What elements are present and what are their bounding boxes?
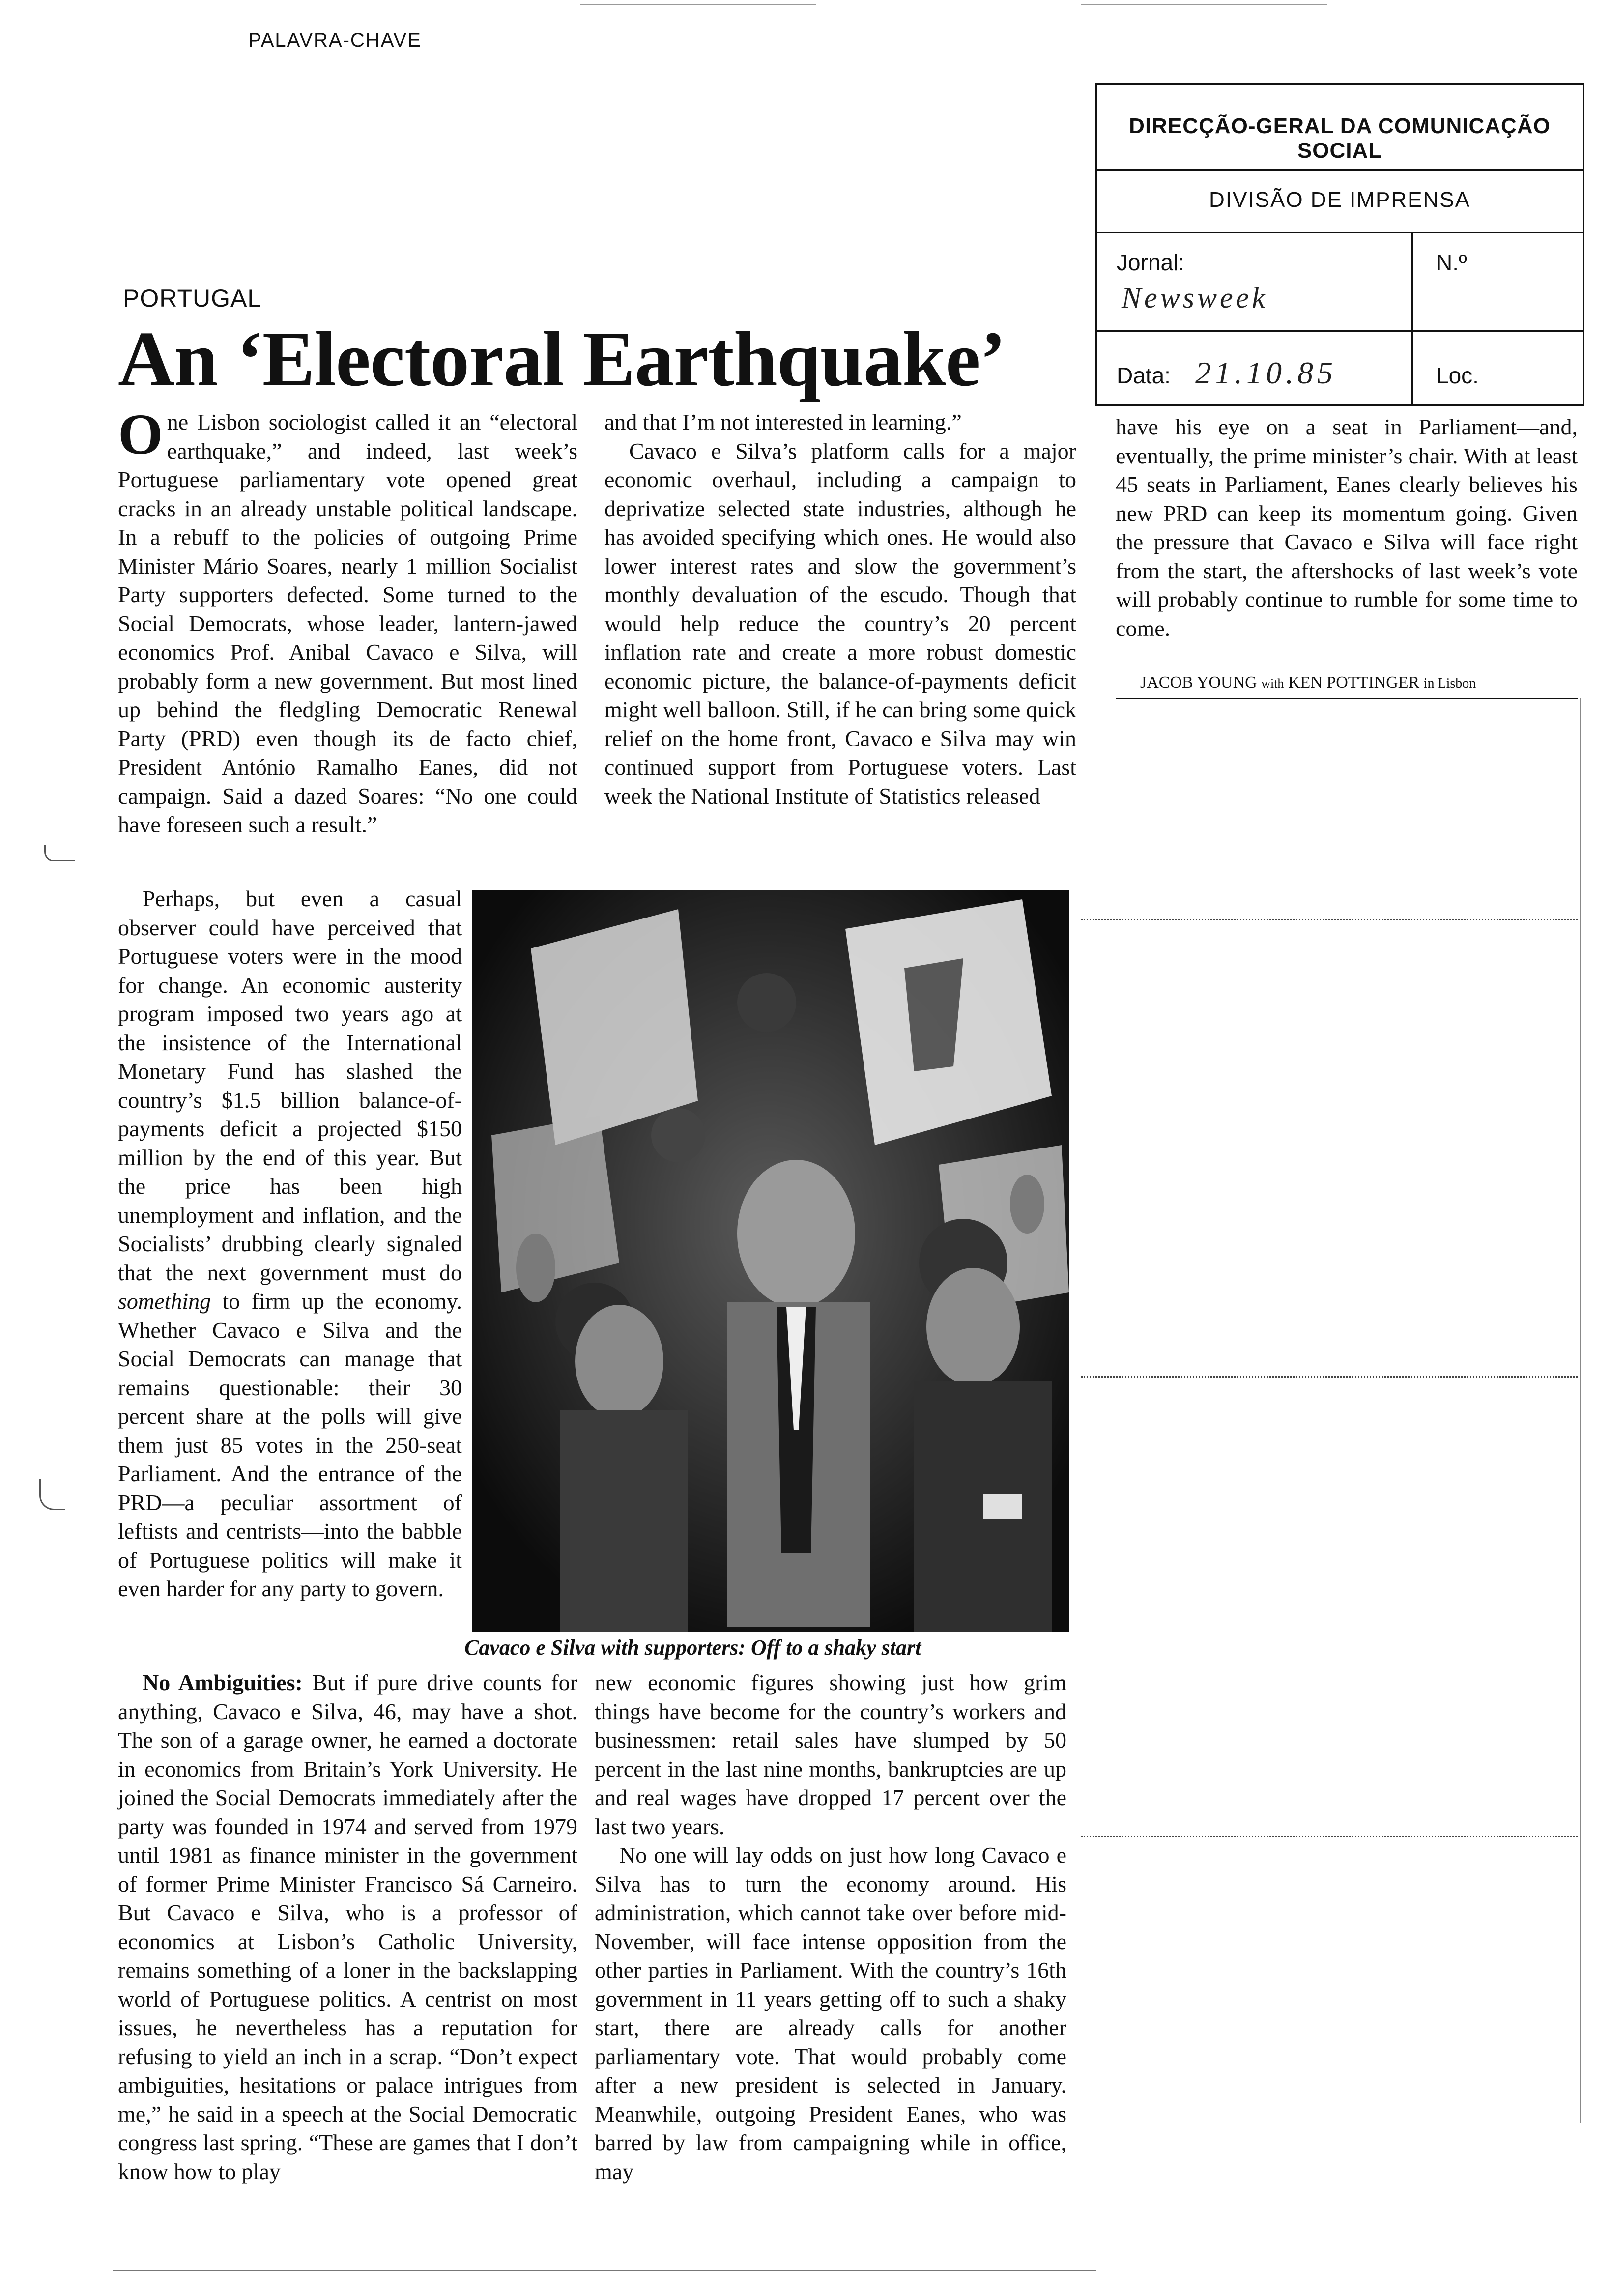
clipping-dotted-line — [1081, 1836, 1578, 1837]
paragraph: Cavaco e Silva’s platform calls for a major economic overhaul, including a campaign to deprivatize selected state industries, although he has avoided specifying which ones. He would also lower interest rates and slow the government’s monthly devaluation of the escudo. Though that would help reduce the country’s 20 percent inflation rate and create a more robust domestic economic picture, the balance-of-payments deficit might well balloon. Still, if he can bring some quick relief on the home front, Cavaco e Silva may win continued support from Portuguese voters. Last week the National Institute of Statistics released — [604, 438, 1076, 808]
stamp-numero-label: N.º — [1436, 250, 1467, 275]
byline — [1140, 673, 1476, 692]
stamp-divider — [1097, 330, 1583, 332]
stamp-loc-label: Loc. — [1436, 363, 1479, 388]
paragraph: No one will lay odds on just how long Cavaco e Silva has to turn the economy around. His administration, which cannot take over before mid-November, will face intense opposition from the other parties in Parliament. With the country’s 16th government in 11 years getting off to such a shaky start, there are already calls for another parliamentary vote. That would probably come after a new president is selected in January. Meanwhile, outgoing President Eanes, who was barred by law from campaigning while in office, may — [595, 1842, 1066, 2184]
paragraph: Perhaps, but even a casual observer could have perceived that Portuguese voters were in the mood for change. An economic austerity program imposed two years ago at the insistence of the International Monetary Fund has slashed the country’s $1.5 billion balance-of-payments deficit a projected $150 million by the end of this year. But the price has been high unemployment and inflation, and the Socialists’ drubbing clearly signaled that the next government must do something to firm up the economy. Whether Cavaco e Silva and the Social Democrats can manage that remains questionable: their 30 percent share at the polls will give them just 85 votes in the 250-seat Parliament. And the entrance of the PRD—a peculiar assortment of leftists and centrists—into the babble of Portuguese politics will make it even harder for any party to govern. — [118, 886, 462, 1601]
byline-rule — [1116, 698, 1578, 699]
clipping-dotted-line — [1081, 1376, 1578, 1378]
article-column-3 — [1116, 413, 1578, 643]
emphasis: something — [118, 1289, 211, 1314]
headline: An ‘Electoral Earthquake’ — [118, 315, 1006, 402]
byline-coauthor: KEN POTTINGER — [1288, 673, 1420, 691]
drop-cap: O — [118, 402, 163, 466]
paragraph: No Ambiguities: But if pure drive counts for anything, Cavaco e Silva, 46, may have a shot. The son of a garage owner, he earned a doctorate in economics from Britain’s York University. He joined the Social Democrats immediately after the party was founded in 1974 and served from 1979 until 1981 as finance minister in the government of former Prime Minister Francisco Sá Carneiro. But Cavaco e Silva, who is a professor of economics at Lisbon’s Catholic University, remains something of a loner in the backslapping world of Portuguese politics. A centrist on most issues, he nevertheless has a reputation for refusing to yield an inch in a scrap. “Don’t expect ambiguities, hesitations or palace intrigues from me,” he said in a speech at the Social Democratic congress last spring. “These are games that I don’t know how to play — [118, 1670, 577, 2184]
stamp-division: DIVISÃO DE IMPRENSA — [1209, 188, 1470, 212]
photo-caption: Cavaco e Silva with supporters: Off to a shaky start — [464, 1636, 921, 1660]
stamp-divider — [1097, 232, 1583, 233]
article-column-1-narrow — [118, 885, 462, 1604]
article-column-2-top — [604, 408, 1076, 810]
byline-place: in Lisbon — [1423, 676, 1476, 691]
section-label: PORTUGAL — [123, 285, 262, 312]
stamp-jornal-value: Newsweek — [1122, 282, 1268, 314]
clipping-margin-line — [1580, 698, 1581, 2123]
stamp-data-value: 21.10.85 — [1195, 355, 1337, 390]
margin-pencil-mark — [44, 845, 75, 861]
paragraph: and that I’m not interested in learning.” — [604, 409, 962, 434]
clipping-dotted-line — [1081, 919, 1578, 920]
article-column-1-bottom — [118, 1668, 577, 2186]
stamp-jornal-label: Jornal: — [1117, 250, 1185, 275]
header-tag: PALAVRA-CHAVE — [248, 29, 422, 51]
scan-edge-line — [1081, 4, 1327, 5]
scan-edge-line — [580, 4, 816, 5]
article-column-2-bottom — [595, 1668, 1066, 2186]
stamp-agency: DIRECÇÃO-GERAL DA COMUNICAÇÃO SOCIAL — [1129, 114, 1551, 163]
margin-pencil-mark — [39, 1479, 65, 1510]
photo-illustration — [472, 890, 1069, 1632]
paragraph: One Lisbon sociologist called it an “electoral earthquake,” and indeed, last week’s Portuguese parliamentary vote opened great cracks in an already unstable political landscape. In a rebuff to the policies of outgoing Prime Minister Mário Soares, nearly 1 million Socialist Party supporters defected. Some turned to the Social Democrats, whose leader, lantern-jawed economics Prof. Anibal Cavaco e Silva, will probably form a new government. But most lined up behind the fledgling Democratic Renewal Party (PRD) even though its de facto chief, President António Ramalho Eanes, did not campaign. Said a dazed Soares: “No one could have foreseen such a result.” — [118, 402, 577, 837]
stamp-data-label: Data: — [1117, 363, 1171, 388]
byline-with: with — [1261, 676, 1284, 690]
article-column-1-top — [118, 402, 577, 839]
paragraph: have his eye on a seat in Parliament—and, eventually, the prime minister’s chair. With at least 45 seats in Parliament, Eanes clearly believes his new PRD can keep its momentum going. Given the pressure that Cavaco e Silva will face right from the start, the aftershocks of last week’s vote will probably continue to rumble for some time to come. — [1116, 414, 1578, 641]
scan-bottom-line — [113, 2270, 1096, 2271]
stamp-divider — [1097, 169, 1583, 171]
paragraph: new economic figures showing just how grim things have become for the country’s workers and businessmen: retail sales have slumped by 50 percent in the last nine months, bankruptcies are up and real wages have dropped 17 percent over the last two years. — [595, 1670, 1066, 1839]
subhead: No Ambiguities: — [143, 1670, 303, 1695]
press-stamp — [1095, 83, 1584, 406]
news-photo — [472, 890, 1069, 1632]
stamp-column-divider — [1411, 232, 1413, 404]
byline-author: JACOB YOUNG — [1140, 673, 1257, 691]
